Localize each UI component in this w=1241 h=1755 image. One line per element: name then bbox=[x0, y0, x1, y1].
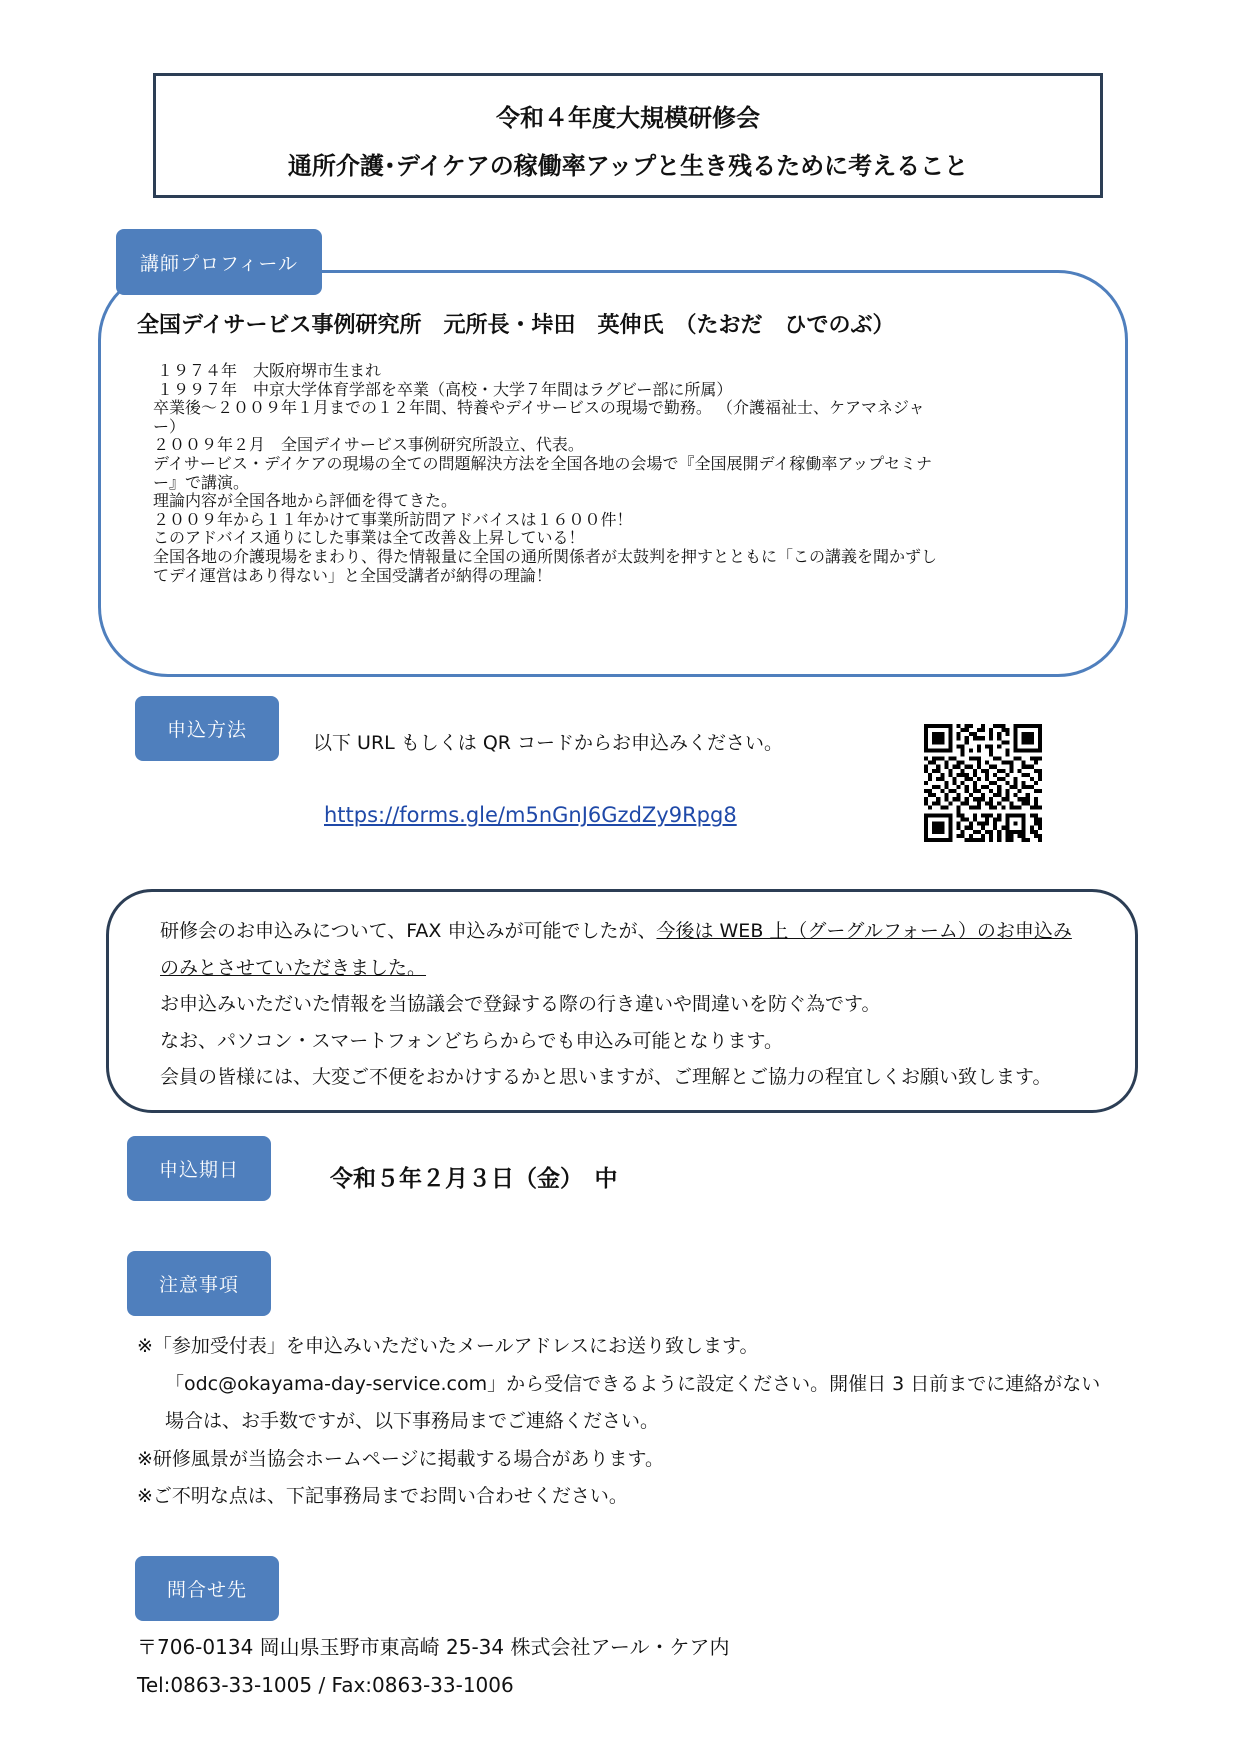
bio-line: １９９７年 中京大学体育学部を卒業（高校・大学７年間はラグビー部に所属） bbox=[157, 379, 733, 399]
notice-line-4: なお、パソコン・スマートフォンどちらからでも申込み可能となります。 bbox=[160, 1029, 784, 1052]
profile-tab: 講師プロフィール bbox=[116, 229, 322, 295]
bio-line: このアドバイス通りにした事業は全て改善＆上昇している！ bbox=[153, 528, 585, 548]
deadline-value: 令和５年２月３日（金） 中 bbox=[330, 1166, 618, 1192]
apply-tab: 申込方法 bbox=[135, 696, 279, 761]
profile-bio bbox=[153, 362, 1083, 585]
apply-form-link[interactable]: https://forms.gle/m5nGnJ6GzdZy9Rpg8 bbox=[324, 803, 737, 827]
notes-list bbox=[137, 1328, 1100, 1516]
bio-line: ２００９年から１１年かけて事業所訪問アドバイスは１６００件！ bbox=[153, 509, 633, 529]
contact-address: 〒706-0134 岡山県玉野市東高崎 25-34 株式会社アール・ケア内 bbox=[137, 1635, 730, 1659]
bio-line: １９７４年 大阪府堺市生まれ bbox=[157, 361, 382, 380]
notice-text bbox=[160, 913, 1072, 1096]
contact-tab: 問合せ先 bbox=[135, 1556, 279, 1621]
bio-line: デイサービス・デイケアの現場の全ての問題解決方法を全国各地の会場で『全国展開デイ稼働率アップセミナ bbox=[153, 453, 933, 473]
note-line: 「odc@okayama-day-service.com」から受信できるように設定ください。開催日 3 日前までに連絡がない bbox=[165, 1372, 1101, 1395]
title-line-2: 通所介護･デイケアの稼働率アップと生き残るために考えること bbox=[287, 152, 969, 180]
bio-line: ２００９年２月 全国デイサービス事例研究所設立、代表。 bbox=[153, 435, 584, 455]
note-line: ※ご不明な点は、下記事務局までお問い合わせください。 bbox=[137, 1485, 628, 1507]
notice-line-1-part-a: 研修会のお申込みについて、FAX 申込みが可能でしたが、 bbox=[160, 920, 657, 942]
title-box bbox=[153, 73, 1103, 198]
bio-line: 全国各地の介護現場をまわり、得た情報量に全国の通所関係者が太鼓判を押すとともに「この講義を聞かずし bbox=[153, 546, 938, 566]
bio-line: 理論内容が全国各地から評価を得てきた。 bbox=[153, 491, 458, 511]
profile-heading: 全国デイサービス事例研究所 元所長・垰田 英伸氏 （たおだ ひでのぶ） bbox=[137, 313, 895, 338]
note-line: ※研修風景が当協会ホームページに掲載する場合があります。 bbox=[137, 1447, 665, 1470]
apply-instructions: 以下 URL もしくは QR コードからお申込みください。 bbox=[313, 732, 784, 754]
note-line: 場合は、お手数ですが、以下事務局までご連絡ください。 bbox=[165, 1410, 660, 1432]
qr-code-icon[interactable] bbox=[924, 724, 1042, 842]
notice-line-1 bbox=[160, 913, 1072, 950]
notes-tab: 注意事項 bbox=[127, 1251, 271, 1316]
contact-info bbox=[137, 1628, 729, 1704]
bio-line: ー』で講演。 bbox=[153, 472, 250, 492]
bio-line: てデイ運営はあり得ない」と全国受講者が納得の理論！ bbox=[153, 565, 552, 585]
notice-line-3: お申込みいただいた情報を当協議会で登録する際の行き違いや間違いを防ぐ為です。 bbox=[160, 993, 881, 1015]
notice-line-1-part-b: 今後は WEB 上（グーグルフォーム）のお申込み bbox=[656, 920, 1072, 942]
deadline-tab: 申込期日 bbox=[127, 1136, 271, 1201]
bio-line: 卒業後～２００９年１月までの１２年間、特養やデイサービスの現場で勤務。 （介護福祉士、ケアマネジャ bbox=[153, 398, 925, 418]
title-line-1: 令和４年度大規模研修会 bbox=[496, 104, 760, 132]
contact-phone: Tel:0863-33-1005 / Fax:0863-33-1006 bbox=[137, 1673, 514, 1697]
notice-line-2 bbox=[160, 950, 1072, 987]
bio-line: ー） bbox=[153, 416, 186, 436]
notice-line-2-text: のみとさせていただきました。 bbox=[160, 956, 427, 979]
notice-line-5: 会員の皆様には、大変ご不便をおかけするかと思いますが、ご理解とご協力の程宜しくお願い致します。 bbox=[160, 1066, 1052, 1088]
note-line: ※「参加受付表」を申込みいただいたメールアドレスにお送り致します。 bbox=[137, 1335, 759, 1357]
